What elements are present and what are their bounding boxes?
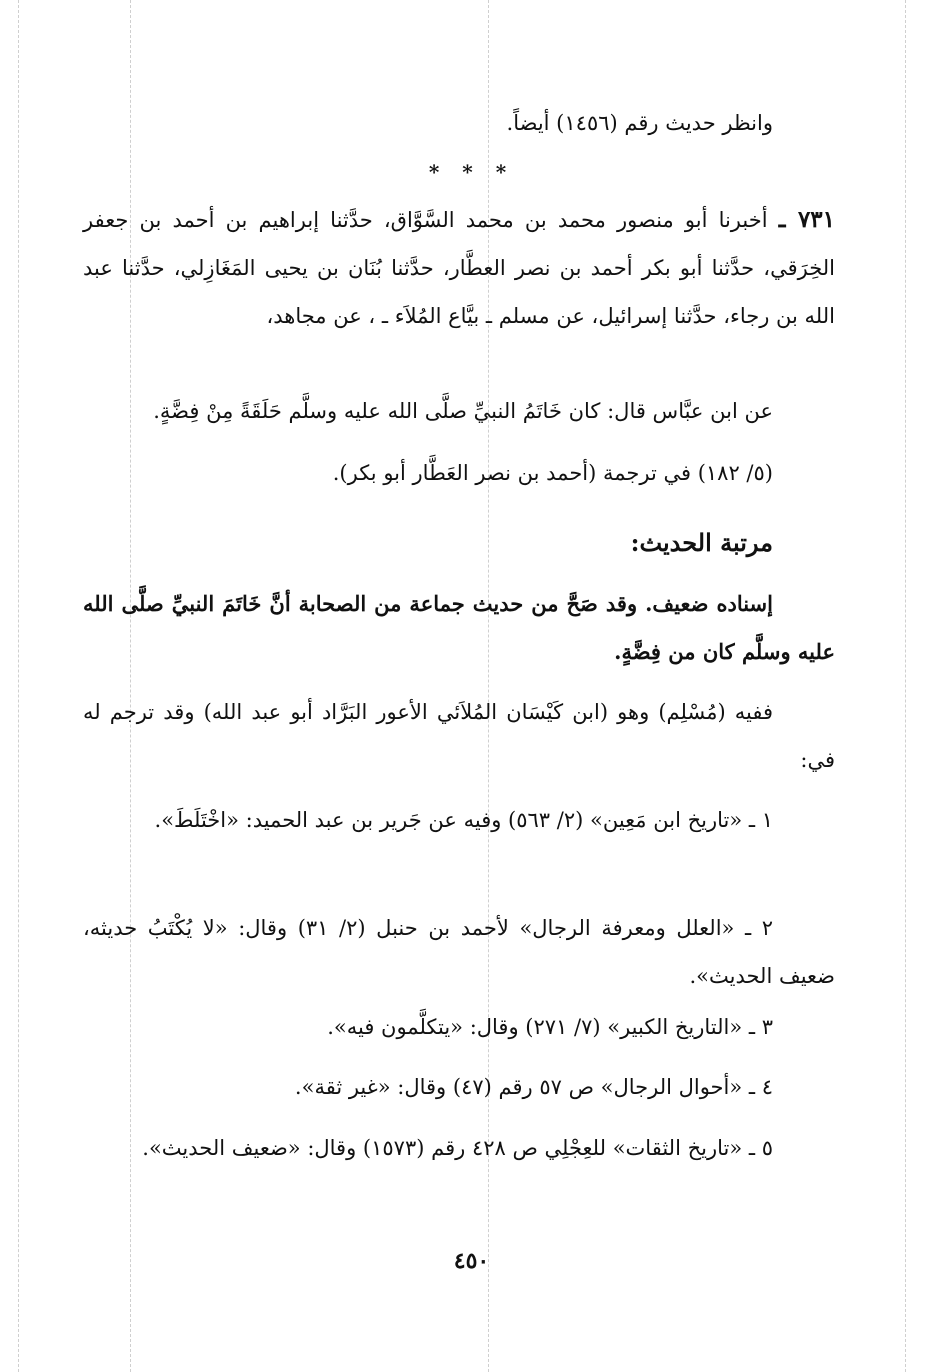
hadith-number: ٧٣١ ـ <box>778 206 835 233</box>
grade-heading: مرتبة الحديث: <box>630 528 773 557</box>
grade-text: إسناده ضعيف. وقد صَحَّ من حديث جماعة من الصحابة أنَّ خَاتَمَ النبيِّ صلَّى الله عليه وسلَّم كان من فِضَّةٍ. <box>83 591 835 664</box>
section-separator: * * * <box>428 160 515 184</box>
narrator-intro: ففيه (مُسْلِم) وهو (ابن كَيْسَان المُلاَئي الأعور البَرَّاد أبو عبد الله) وقد ترجم له في: <box>83 700 835 772</box>
reference-item: ٤ ـ «أحوال الرجال» ص ٥٧ رقم (٤٧) وقال: «غير ثقة». <box>294 1075 773 1099</box>
hadith-source: (٥/ ١٨٢) في ترجمة (أحمد بن نصر العَطَّار أبو بكر). <box>332 461 773 485</box>
reference-item: ٢ ـ «العلل ومعرفة الرجال» لأحمد بن حنبل (٢/ ٣١) وقال: «لا يُكْتَبُ حديثه، ضعيف الحديث». <box>83 916 835 988</box>
scan-guide-line <box>905 0 906 1372</box>
hadith-matn: عن ابن عبَّاس قال: كان خَاتَمُ النبيِّ صلَّى الله عليه وسلَّم حَلَقَةً مِنْ فِضَّةٍ. <box>153 399 773 423</box>
hadith-chain-text: أخبرنا أبو منصور محمد بن محمد السَّوَّاق، حدَّثنا إبراهيم بن أحمد بن جعفر الخِرَقي، حدَّثنا أبو بكر أحمد بن نصر العطَّار، حدَّثنا بُنَان بن يحيى المَغَازِلي، حدَّثنا عبد الله بن رجاء، حدَّثنا إسرائيل، عن مسلم ـ بيَّاع المُلاَء ـ ، عن مجاهد، <box>83 208 835 328</box>
hadith-isnad <box>83 196 835 340</box>
reference-item: ٣ ـ «التاريخ الكبير» (٧/ ٢٧١) وقال: «يتكلَّمون فيه». <box>327 1015 773 1039</box>
page-number: ٤٥٠ <box>453 1248 490 1274</box>
top-reference: وانظر حديث رقم (١٤٥٦) أيضاً. <box>506 111 773 135</box>
scan-guide-line <box>18 0 19 1372</box>
reference-item: ١ ـ «تاريخ ابن مَعِين» (٢/ ٥٦٣) وفيه عن جَرير بن عبد الحميد: «اخْتَلَطَ». <box>154 808 773 832</box>
reference-item: ٥ ـ «تاريخ الثقات» للعِجْلِي ص ٤٢٨ رقم (١٥٧٣) وقال: «ضعيف الحديث». <box>142 1136 773 1160</box>
